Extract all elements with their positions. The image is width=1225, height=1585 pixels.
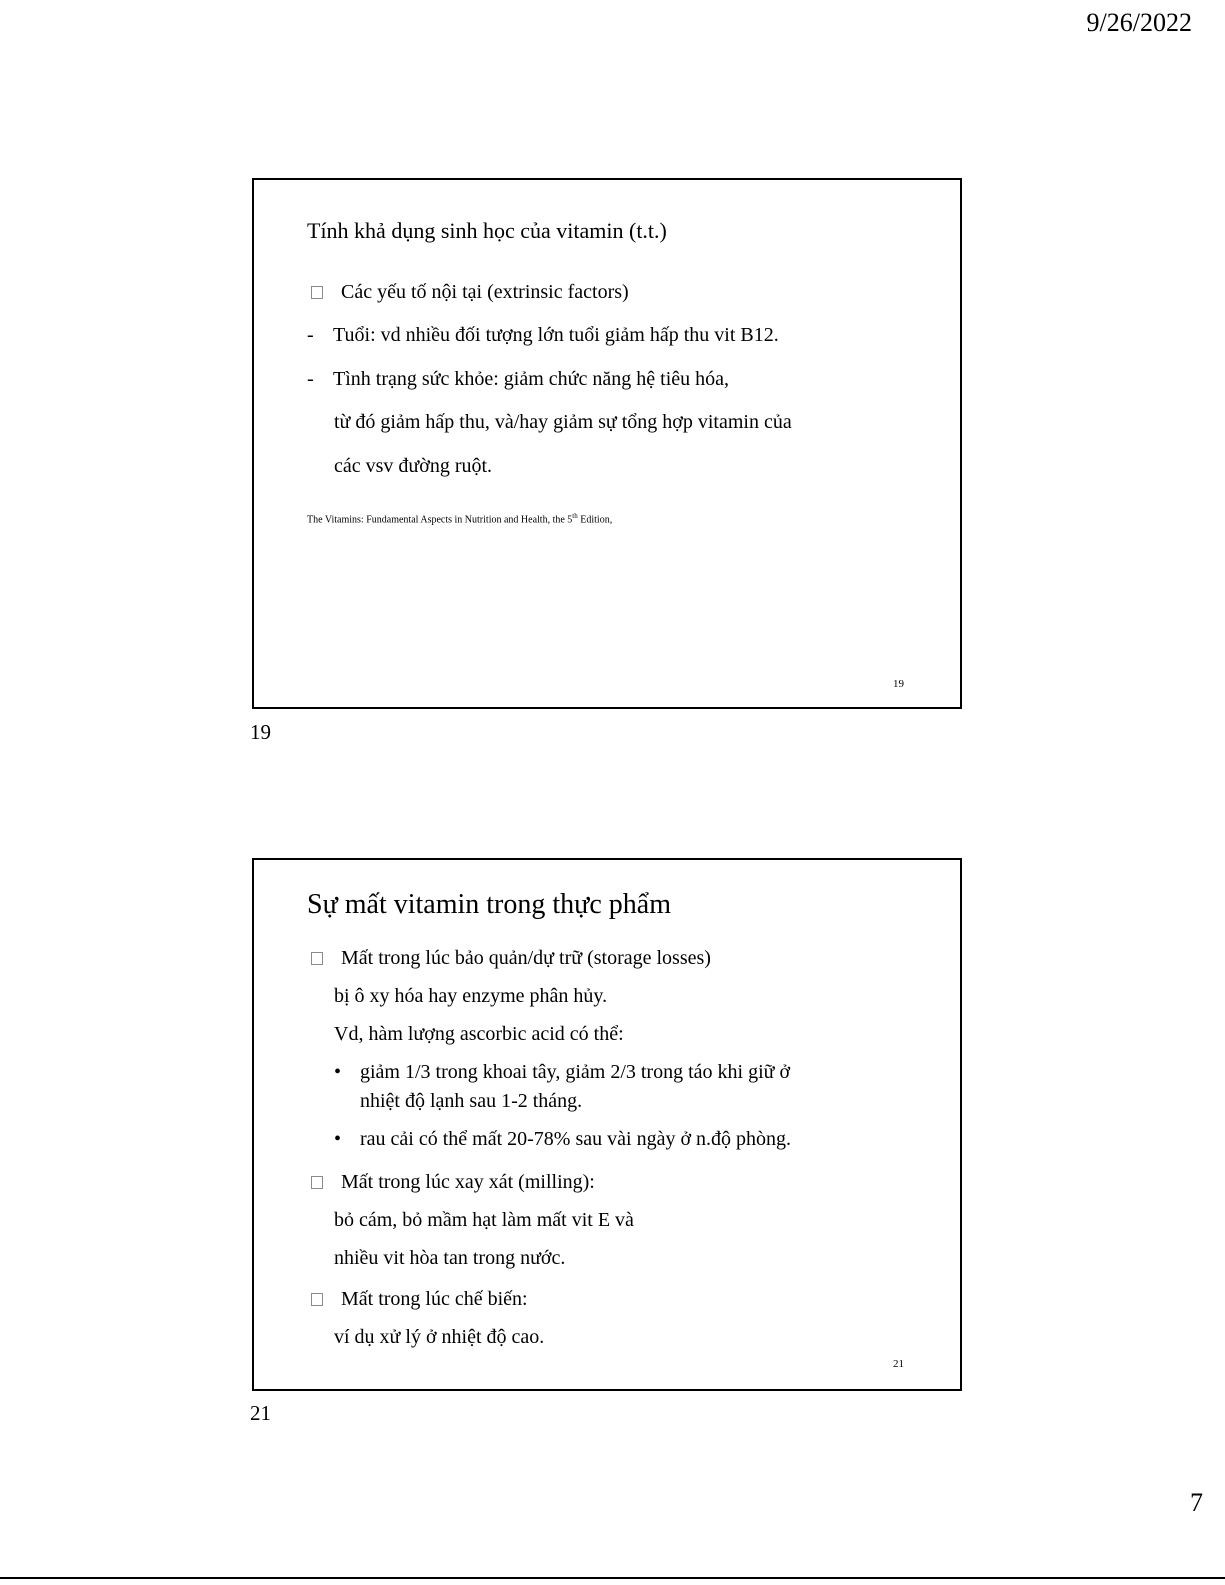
slide-title: Tính khả dụng sinh học của vitamin (t.t.)	[307, 218, 667, 243]
slide-label-19: 19	[250, 720, 271, 744]
list-item-health-cont-1: từ đó giảm hấp thu, và/hay giảm sự tổng hợp vitamin của	[334, 411, 792, 433]
dash-bullet: -	[307, 368, 314, 390]
square-bullet-icon	[311, 952, 323, 965]
processing-text-1: ví dụ xử lý ở nhiệt độ cao.	[334, 1326, 545, 1348]
dot-bullet: •	[334, 1061, 342, 1083]
bullet-heading-intrinsic: Các yếu tố nội tại (extrinsic factors)	[309, 280, 629, 304]
slide-label-21: 21	[250, 1401, 271, 1425]
citation: The Vitamins: Fundamental Aspects in Nutrition and Health, the 5th Edition,	[307, 512, 613, 526]
milling-text-1: bỏ cám, bỏ mầm hạt làm mất vit E và	[334, 1209, 634, 1231]
bullet-heading-milling: Mất trong lúc xay xát (milling):	[309, 1170, 595, 1194]
milling-text-2: nhiều vit hòa tan trong nước.	[334, 1247, 566, 1269]
slide-number: 21	[893, 1358, 904, 1370]
dot-bullet: •	[334, 1128, 342, 1150]
list-item-health: - Tình trạng sức khỏe: giảm chức năng hệ tiêu hóa,	[307, 368, 730, 390]
sub-bullet-vegetables: • rau cải có thể mất 20-78% sau vài ngày ở n.độ phòng.	[334, 1128, 792, 1150]
square-bullet-icon	[311, 1293, 323, 1306]
page-date: 9/26/2022	[1086, 8, 1192, 37]
square-bullet-icon	[311, 1176, 323, 1189]
dash-bullet: -	[307, 324, 314, 346]
slide-number: 19	[893, 678, 904, 690]
bottom-divider	[0, 1577, 1225, 1579]
sub-bullet-potato-cont: nhiệt độ lạnh sau 1-2 tháng.	[360, 1090, 583, 1112]
list-item-age: - Tuổi: vd nhiều đối tượng lớn tuổi giảm hấp thu vit B12.	[307, 324, 779, 346]
square-bullet-icon	[311, 286, 323, 299]
bullet-heading-storage: Mất trong lúc bảo quản/dự trữ (storage losses)	[309, 946, 711, 970]
slide-title: Sự mất vitamin trong thực phẩm	[307, 889, 671, 920]
slide-21	[252, 858, 962, 1391]
slide-19	[252, 178, 962, 709]
list-item-health-cont-2: các vsv đường ruột.	[334, 455, 493, 477]
page-number: 7	[1190, 1488, 1203, 1517]
sub-bullet-potato: • giảm 1/3 trong khoai tây, giảm 2/3 trong táo khi giữ ở	[334, 1061, 791, 1083]
bullet-heading-processing: Mất trong lúc chế biến:	[309, 1287, 528, 1311]
storage-text-2: Vd, hàm lượng ascorbic acid có thể:	[334, 1023, 624, 1045]
storage-text-1: bị ô xy hóa hay enzyme phân hủy.	[334, 985, 608, 1007]
